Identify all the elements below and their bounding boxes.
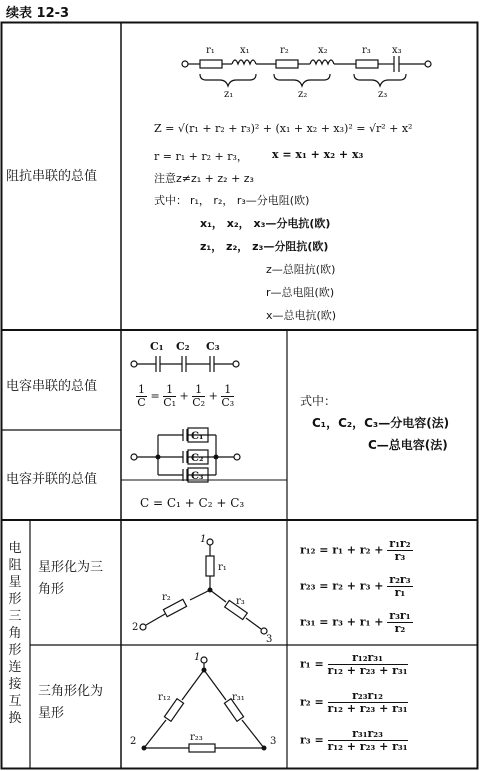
s2d-f3-num: r₃r₁ — [389, 609, 411, 622]
d2s-f3-lhs: r₃ = — [300, 733, 328, 747]
star-to-delta-label-2: 角形 — [38, 582, 65, 597]
delta-node-1: 1 — [194, 652, 201, 663]
s2d-f1-den: r₃ — [394, 550, 406, 563]
label-z2: z₂ — [298, 89, 308, 100]
impedance-series-label: 阻抗串联的总值 — [6, 169, 98, 184]
delta-to-star-label-1: 三角形化为 — [38, 684, 104, 699]
star-r2: r₂ — [162, 592, 171, 603]
s2d-formula-2 — [300, 574, 413, 599]
impedance-series-circuit — [180, 40, 450, 100]
capacitor-parallel-label: 电容并联的总值 — [6, 472, 98, 487]
cp-c1: C₁ — [191, 431, 204, 442]
d2s-f1-den: r₁₂ + r₂₃ + r₃₁ — [327, 664, 408, 677]
cs-t3-den: C₃ — [221, 396, 235, 409]
cp-c2: C₂ — [191, 453, 204, 464]
star-delta-group-label: 电阻星形三角形连接互换 — [8, 541, 22, 726]
impedance-note: 注意z≠z₁ + z₂ + z₃ — [154, 172, 254, 185]
label-r1: r₁ — [206, 45, 215, 56]
cs-t2-den: C₂ — [192, 396, 206, 409]
delta-to-star-label-2: 星形 — [38, 706, 65, 721]
d2s-formula-2 — [300, 690, 408, 715]
delta-node-3: 3 — [270, 736, 277, 747]
d2s-f2-den: r₁₂ + r₂₃ + r₃₁ — [327, 702, 408, 715]
cs-c1: C₁ — [150, 340, 164, 353]
capacitor-parallel-circuit — [128, 426, 248, 486]
capacitor-where-2: C—总电容(法) — [368, 438, 448, 452]
label-x1: x₁ — [240, 45, 250, 56]
delta-r31: r₃₁ — [232, 692, 245, 703]
s2d-formula-1 — [300, 538, 413, 563]
d2s-f2-num: r₂₃r₁₂ — [328, 690, 408, 703]
where-x: x₁， x₂， x₃—分电抗(欧) — [200, 217, 331, 230]
star-node-3: 3 — [266, 634, 273, 643]
label-z1: z₁ — [224, 89, 234, 100]
d2s-f2-lhs: r₂ = — [300, 695, 328, 709]
capacitor-series-formula: $\frac{1}{C}$ = $\frac{1}{\text{C₁}}$ + $\frac{1}{\text{C₂}}$ + $\frac{1}{\text{C₃}}$ — [137, 383, 235, 409]
s2d-f1-lhs: r₁₂ = r₁ + r₂ + — [300, 543, 388, 557]
label-z3: z₃ — [378, 89, 388, 100]
s2d-f1-num: r₁r₂ — [389, 537, 411, 550]
where-r: r₁， r₂， r₃—分电阻(欧) — [190, 194, 310, 207]
label-r2: r₂ — [280, 45, 289, 56]
label-x2: x₂ — [318, 45, 328, 56]
star-r3: r₃ — [236, 596, 245, 607]
star-node-1: 1 — [200, 534, 207, 545]
formula-r: r = r₁ + r₂ + r₃， — [154, 150, 248, 163]
d2s-f1-lhs: r₁ = — [300, 657, 328, 671]
where-z: z₁， z₂， z₃—分阻抗(欧) — [200, 240, 329, 253]
cs-t2-num: 1 — [192, 384, 205, 397]
delta-r12: r₁₂ — [158, 692, 171, 703]
where-total-x: x—总电抗(欧) — [266, 309, 337, 322]
capacitor-series-label: 电容串联的总值 — [6, 379, 98, 394]
d2s-formula-1 — [300, 652, 408, 677]
d2s-formula-3 — [300, 728, 408, 753]
impedance-main-formula: Z = √(r₁ + r₂ + r₃)² + (x₁ + x₂ + x₃)² = √r² + x² — [154, 122, 413, 135]
delta-r23: r₂₃ — [190, 732, 203, 743]
cs-t3-num: 1 — [221, 384, 234, 397]
capacitor-where-1: C₁，C₂，C₃—分电容(法) — [312, 416, 450, 430]
s2d-f2-num: r₂r₃ — [389, 573, 411, 586]
d2s-f3-den: r₁₂ + r₂₃ + r₃₁ — [327, 740, 408, 753]
cs-lhs-den: C — [137, 396, 146, 409]
where-total-r: r—总电阻(欧) — [266, 286, 335, 299]
label-x3: x₃ — [392, 45, 402, 56]
s2d-formula-3 — [300, 610, 413, 635]
delta-circuit — [124, 648, 284, 766]
capacitor-where-intro: 式中： — [300, 394, 337, 408]
star-r1: r₁ — [218, 562, 227, 573]
cp-c3: C₃ — [191, 471, 204, 482]
cs-t1-den: C₁ — [163, 396, 177, 409]
d2s-f3-num: r₃₁r₂₃ — [328, 728, 408, 741]
cs-c2: C₂ — [176, 340, 190, 353]
capacitor-series-circuit — [128, 334, 248, 378]
d2s-f1-num: r₁₂r₃₁ — [328, 652, 408, 665]
cs-c3: C₃ — [206, 340, 220, 353]
cs-lhs-num: 1 — [138, 383, 145, 396]
star-to-delta-label-1: 星形化为三 — [38, 560, 104, 575]
label-r3: r₃ — [362, 45, 371, 56]
s2d-f3-den: r₂ — [394, 622, 406, 635]
delta-node-2: 2 — [130, 736, 137, 747]
formula-x: x = x₁ + x₂ + x₃ — [272, 148, 364, 161]
table-title: 续表 12-3 — [6, 6, 70, 21]
s2d-f3-lhs: r₃₁ = r₃ + r₁ + — [300, 615, 388, 629]
cs-t1-num: 1 — [163, 384, 176, 397]
where-total-z: z—总阻抗(欧) — [266, 263, 336, 276]
capacitor-parallel-formula: C = C₁ + C₂ + C₃ — [140, 496, 245, 510]
star-circuit — [130, 528, 280, 643]
star-node-2: 2 — [132, 622, 139, 633]
s2d-f2-den: r₁ — [394, 586, 406, 599]
s2d-f2-lhs: r₂₃ = r₂ + r₃ + — [300, 579, 388, 593]
where-intro: 式中： — [154, 194, 187, 207]
